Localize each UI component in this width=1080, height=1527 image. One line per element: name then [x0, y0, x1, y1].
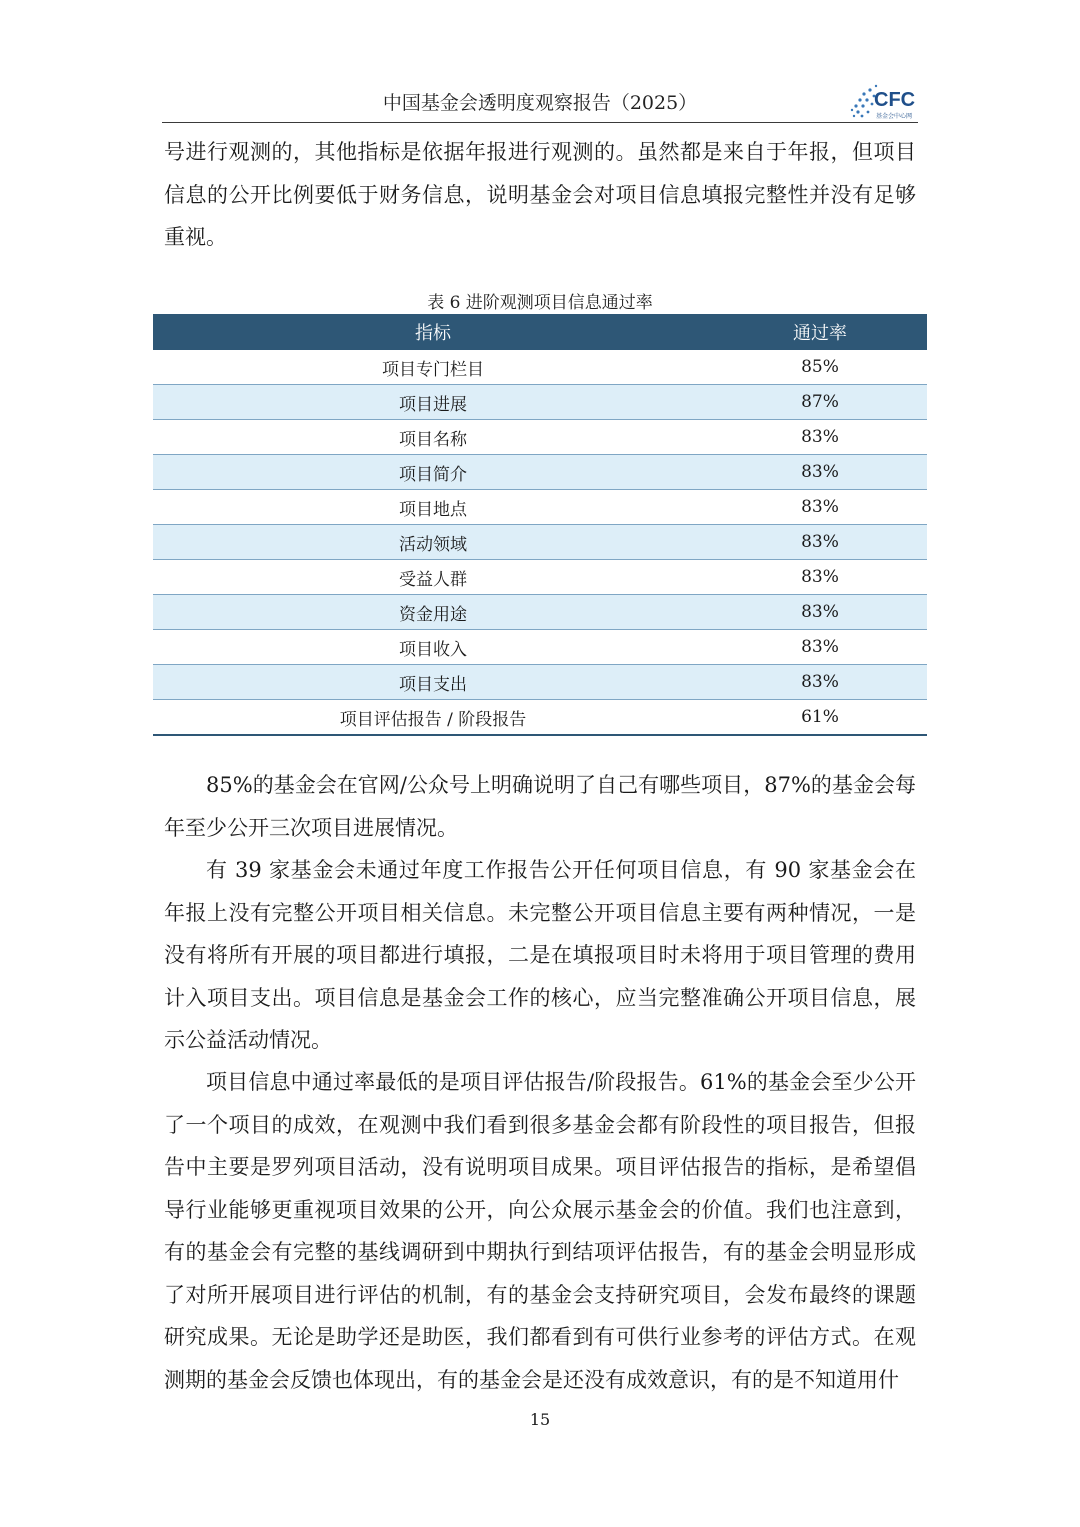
indicator-cell: 项目进展: [153, 385, 713, 420]
paragraph-project-disclosure: 85%的基金会在官网/公众号上明确说明了自己有哪些项目，87%的基金会每年至少公开三次项目进展情况。: [164, 773, 916, 840]
table-caption: 表 6 进阶观测项目信息通过率: [427, 293, 653, 313]
table-row: [153, 665, 927, 700]
cfc-logo: [846, 76, 926, 124]
indicator-cell: 项目地点: [153, 490, 713, 525]
rate-cell: 83%: [713, 595, 927, 630]
table-row: [153, 350, 927, 385]
indicator-cell: 项目支出: [153, 665, 713, 700]
indicator-cell: 项目评估报告 / 阶段报告: [153, 700, 713, 736]
rate-cell: 87%: [713, 385, 927, 420]
header-rule: [162, 122, 918, 123]
running-header-title: 中国基金会透明度观察报告（2025）: [382, 92, 698, 114]
rate-cell: 83%: [713, 525, 927, 560]
rate-cell: 83%: [713, 560, 927, 595]
rate-cell: 85%: [713, 350, 927, 385]
indicator-cell: 项目简介: [153, 455, 713, 490]
paragraph-continued: 号进行观测的，其他指标是依据年报进行观测的。虽然都是来自于年报，但项目信息的公开比例要低于财务信息，说明基金会对项目信息填报完整性并没有足够重视。: [164, 140, 916, 249]
table-row: [153, 455, 927, 490]
table-row: [153, 525, 927, 560]
logo-subtext: 基金会中心网: [876, 113, 913, 120]
rate-cell: 61%: [713, 700, 927, 736]
paragraph-annual-report: 有 39 家基金会未通过年度工作报告公开任何项目信息，有 90 家基金会在年报上没有完整公开项目相关信息。未完整公开项目信息主要有两种情况，一是没有将所有开展的项目都进行填报，二是在填报项目时未将用于项目管理的费用计入项目支出。项目信息是基金会工作的核心，应当完整准确公开项目信息，展示公益活动情况。: [164, 858, 916, 1052]
indicator-cell: 项目收入: [153, 630, 713, 665]
table-row: [153, 560, 927, 595]
indicator-cell: 受益人群: [153, 560, 713, 595]
table-row: [153, 700, 927, 736]
table-row: [153, 595, 927, 630]
page-number: 15: [529, 1410, 551, 1429]
rate-cell: 83%: [713, 490, 927, 525]
indicator-pass-rate-table: [153, 314, 927, 736]
indicator-cell: 活动领域: [153, 525, 713, 560]
rate-cell: 83%: [713, 420, 927, 455]
logo-text: CFC: [874, 89, 916, 111]
indicator-cell: 项目名称: [153, 420, 713, 455]
column-header-rate: 通过率: [713, 314, 927, 350]
rate-cell: 83%: [713, 455, 927, 490]
column-header-indicator: 指标: [153, 314, 713, 350]
table-header-row: [153, 314, 927, 350]
indicator-cell: 项目专门栏目: [153, 350, 713, 385]
table-row: [153, 490, 927, 525]
paragraph-evaluation-report: 项目信息中通过率最低的是项目评估报告/阶段报告。61%的基金会至少公开了一个项目的成效，在观测中我们看到很多基金会都有阶段性的项目报告，但报告中主要是罗列项目活动，没有说明项目成果。项目评估报告的指标，是希望倡导行业能够更重视项目效果的公开，向公众展示基金会的价值。我们也注意到，有的基金会有完整的基线调研到中期执行到结项评估报告，有的基金会明显形成了对所开展项目进行评估的机制，有的基金会支持研究项目，会发布最终的课题研究成果。无论是助学还是助医，我们都看到有可供行业参考的评估方式。在观测期的基金会反馈也体现出，有的基金会是还没有成效意识，有的是不知道用什: [164, 1070, 916, 1392]
table-row: [153, 630, 927, 665]
rate-cell: 83%: [713, 630, 927, 665]
rate-cell: 83%: [713, 665, 927, 700]
indicator-cell: 资金用途: [153, 595, 713, 630]
table-row: [153, 420, 927, 455]
table-row: [153, 385, 927, 420]
